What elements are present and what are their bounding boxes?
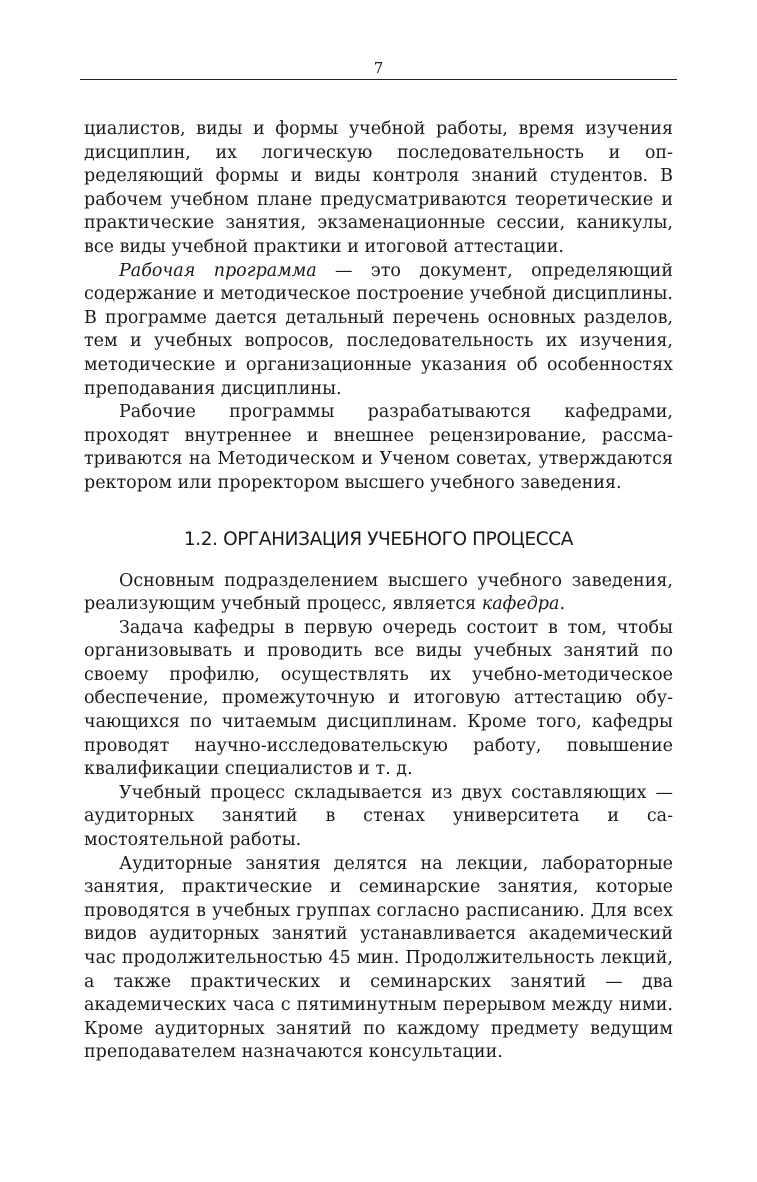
paragraph-main-unit-text: Основным подразделением высшего учебного заведения, реализующим учебный процесс, является: [84, 570, 673, 615]
paragraph-department-task: Задача кафедры в первую очередь состоит в том, чтобы организовывать и проводить все виды учебных занятий по своему профилю, осуществлять их учебно-методическое обеспечение, промежуточную и итоговую аттестацию обучающихся по читаемым дисциплинам. Кроме того, кафедры проводят научно-исследовательскую работу, повышение квалификации специалистов и т. д.: [84, 617, 673, 780]
term-department: кафедра: [481, 594, 560, 615]
paragraph-main-unit: [84, 570, 673, 617]
term-work-program: Рабочая программа: [119, 260, 317, 281]
page-number: 7: [373, 59, 384, 77]
paragraph-program-review: Рабочие программы разрабатываются кафедрами, проходят внутреннее и внешнее рецензирование, рассматриваются на Методическом и Ученом советах, утверждаются ректором или проректором высшего учебного заведения.: [84, 402, 673, 493]
paragraph-work-program-text: — это документ, определяющий содержание и методическое построение учебной дисциплины. В программе дается детальный перечень основных разделов, тем и учебных вопросов, последовательность их изучения, методические и организационные указания об особенностях преподавания дисциплины.: [84, 260, 673, 399]
page-body: [84, 118, 673, 1065]
paragraph-curriculum-continued: циалистов, виды и формы учебной работы, время изучения дисциплин, их логическую последовательность и определяющий формы и виды контроля знаний студентов. В рабочем учебном плане предусматриваются теоретические и практические занятия, экзаменационные сессии, каникулы, все виды учебной практики и итоговой аттестации.: [84, 119, 673, 257]
paragraph-learning-process: Учебный процесс складывается из двух составляющих — аудиторных занятий в стенах университета и самостоятельной работы.: [84, 782, 673, 851]
paragraph-main-unit-end: .: [559, 594, 566, 615]
header-rule: [80, 79, 677, 80]
paragraph-work-program: [84, 260, 673, 402]
section-heading: 1.2. ОРГАНИЗАЦИЯ УЧЕБНОГО ПРОЦЕССА: [183, 528, 574, 550]
paragraph-classroom-sessions: Аудиторные занятия делятся на лекции, лабораторные занятия, практические и семинарские занятия, которые проводятся в учебных группах согласно расписанию. Для всех видов аудиторных занятий устанавливается академический час продолжительностью 45 мин. Продолжительность лекций, а также практических и семинарских занятий — два академических часа с пятиминутным перерывом между ними. Кроме аудиторных занятий по каждому предмету ведущим преподавателем назначаются консультации.: [84, 853, 673, 1063]
